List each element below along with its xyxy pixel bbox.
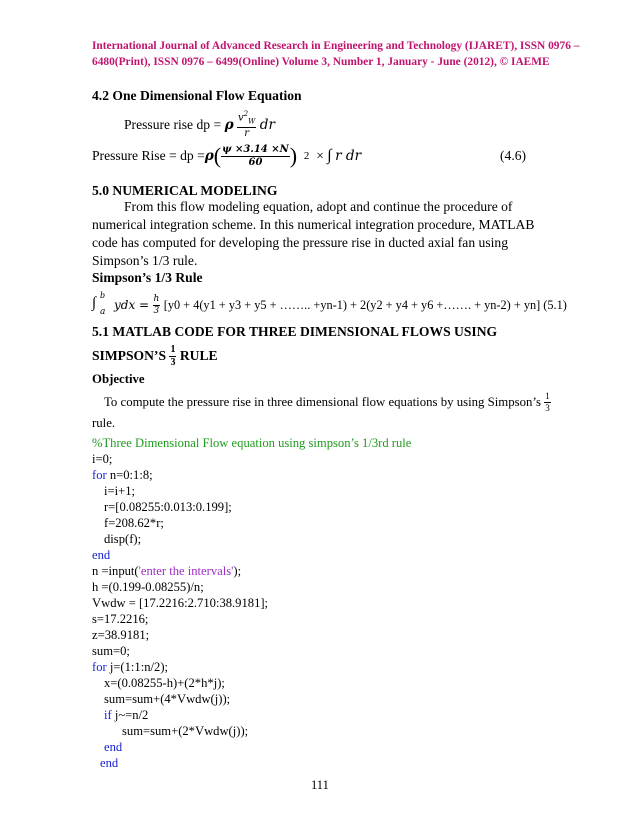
equation-pressure-rise-2 bbox=[92, 139, 542, 173]
rule-ydx: ydx = bbox=[114, 298, 150, 312]
eq2-power: 2 bbox=[303, 150, 310, 162]
code-line-r: r=[0.08255:0.013:0.199]; bbox=[104, 500, 232, 514]
objective-heading: Objective bbox=[92, 372, 145, 386]
code-line-if: if j~=n/2 bbox=[104, 708, 149, 722]
rule-int-upper: b bbox=[100, 291, 106, 300]
simpson-rule-heading: Simpson’s 1/3 Rule bbox=[92, 270, 203, 285]
eq1-fraction bbox=[237, 111, 256, 138]
eq2-tail: r dr bbox=[335, 148, 362, 164]
eq1-v: v bbox=[238, 112, 244, 124]
section-5-0-heading: 5.0 NUMERICAL MODELING bbox=[92, 183, 278, 198]
eq1-rho: ρ bbox=[224, 117, 234, 133]
code-line-ii: i=i+1; bbox=[104, 484, 135, 498]
code-line-x: x=(0.08255-h)+(2*h*j); bbox=[104, 676, 225, 690]
simpson-rule-equation bbox=[92, 290, 567, 320]
heading-fraction: $\frac{1}{3}$ bbox=[170, 343, 176, 368]
eq2-fraction bbox=[221, 145, 290, 168]
code-line-disp: disp(f); bbox=[104, 532, 142, 546]
code-line-for1: for n=0:1:8; bbox=[92, 468, 153, 482]
para-line-4: Simpson’s 1/3 rule. bbox=[92, 253, 198, 268]
code-line-sum2: sum=sum+(2*Vwdw(j)); bbox=[122, 724, 249, 738]
section-4-2-heading: 4.2 One Dimensional Flow Equation bbox=[92, 88, 302, 103]
code-line-z: z=38.9181; bbox=[92, 628, 150, 642]
code-line-for2: for j=(1:1:n/2); bbox=[92, 660, 169, 674]
journal-header-line1: International Journal of Advanced Research in Engineering and Technology (IJARET), ISSN 0976 – bbox=[92, 40, 580, 52]
code-line-h: h =(0.199-0.08255)/n; bbox=[92, 580, 204, 594]
code-line-sum4: sum=sum+(4*Vwdw(j)); bbox=[104, 692, 231, 706]
para-line-1: From this flow modeling equation, adopt and continue the procedure of bbox=[124, 199, 513, 214]
code-comment: %Three Dimensional Flow equation using simpson’s 1/3rd rule bbox=[92, 436, 412, 450]
journal-header-line2: 6480(Print), ISSN 0976 – 6499(Online) Volume 3, Number 1, January - June (2012), © IAEME bbox=[92, 56, 550, 68]
code-line-sum: sum=0; bbox=[92, 644, 130, 658]
code-line-vwdw: Vwdw = [17.2216:2.710:38.9181]; bbox=[92, 596, 269, 610]
code-line-end3: end bbox=[100, 756, 119, 770]
eq2-times: × bbox=[316, 148, 324, 163]
para-line-2: numerical integration scheme. In this numerical integration procedure, MATLAB bbox=[92, 217, 535, 232]
rule-integral: ∫ b a bbox=[92, 291, 106, 317]
rule-rhs: [y0 + 4(y1 + y3 + y5 + …….. +yn-1) + 2(y2 + y4 + y6 +……. + yn-2) + yn] (5.1) bbox=[163, 297, 567, 312]
eq2-num: ψ ×3.14 ×N bbox=[222, 143, 289, 155]
section-5-1-heading-line2: SIMPSON’S $\frac{1}{3}$ RULE bbox=[92, 343, 218, 368]
eq2-paren-right: ) bbox=[289, 143, 298, 168]
code-line-f: f=208.62*r; bbox=[104, 516, 164, 530]
rule-h-fraction: $\frac{h}{3}$ bbox=[153, 293, 160, 316]
code-line-end2: end bbox=[104, 740, 123, 754]
eq1-v-sub: W bbox=[248, 117, 256, 126]
objective-tail: rule. bbox=[92, 416, 116, 430]
eq1-tail: dr bbox=[259, 117, 275, 133]
page-number: 111 bbox=[311, 778, 329, 792]
eq2-integral: ∫ bbox=[327, 147, 332, 164]
section-5-1-heading-line1: 5.1 MATLAB CODE FOR THREE DIMENSIONAL FLOWS USING bbox=[92, 324, 498, 339]
code-line-i0: i=0; bbox=[92, 452, 113, 466]
eq1-den: r bbox=[244, 127, 250, 139]
code-line-input: n =input('enter the intervals'); bbox=[92, 564, 242, 578]
eq1-label: Pressure rise dp = bbox=[124, 117, 222, 132]
objective-fraction: $\frac{1}{3}$ bbox=[545, 390, 550, 413]
eq2-rho: ρ bbox=[204, 148, 214, 164]
objective-text: To compute the pressure rise in three dimensional flow equations by using Simpson’s $\frac{1}{3}$ bbox=[104, 390, 550, 413]
rule-int-lower: a bbox=[100, 307, 106, 317]
code-line-s: s=17.2216; bbox=[92, 612, 149, 626]
eq1-v-sup: 2 bbox=[243, 110, 249, 119]
para-line-3: code has computed for developing the pressure rise in ducted axial fan using bbox=[92, 235, 508, 250]
code-line-end1: end bbox=[92, 548, 111, 562]
eq2-paren-left: ( bbox=[213, 143, 222, 168]
eq2-label: Pressure Rise = dp = bbox=[92, 148, 205, 163]
eq2-den: 60 bbox=[248, 156, 263, 168]
equation-pressure-rise-1 bbox=[124, 108, 275, 142]
eq2-number: (4.6) bbox=[500, 148, 527, 163]
